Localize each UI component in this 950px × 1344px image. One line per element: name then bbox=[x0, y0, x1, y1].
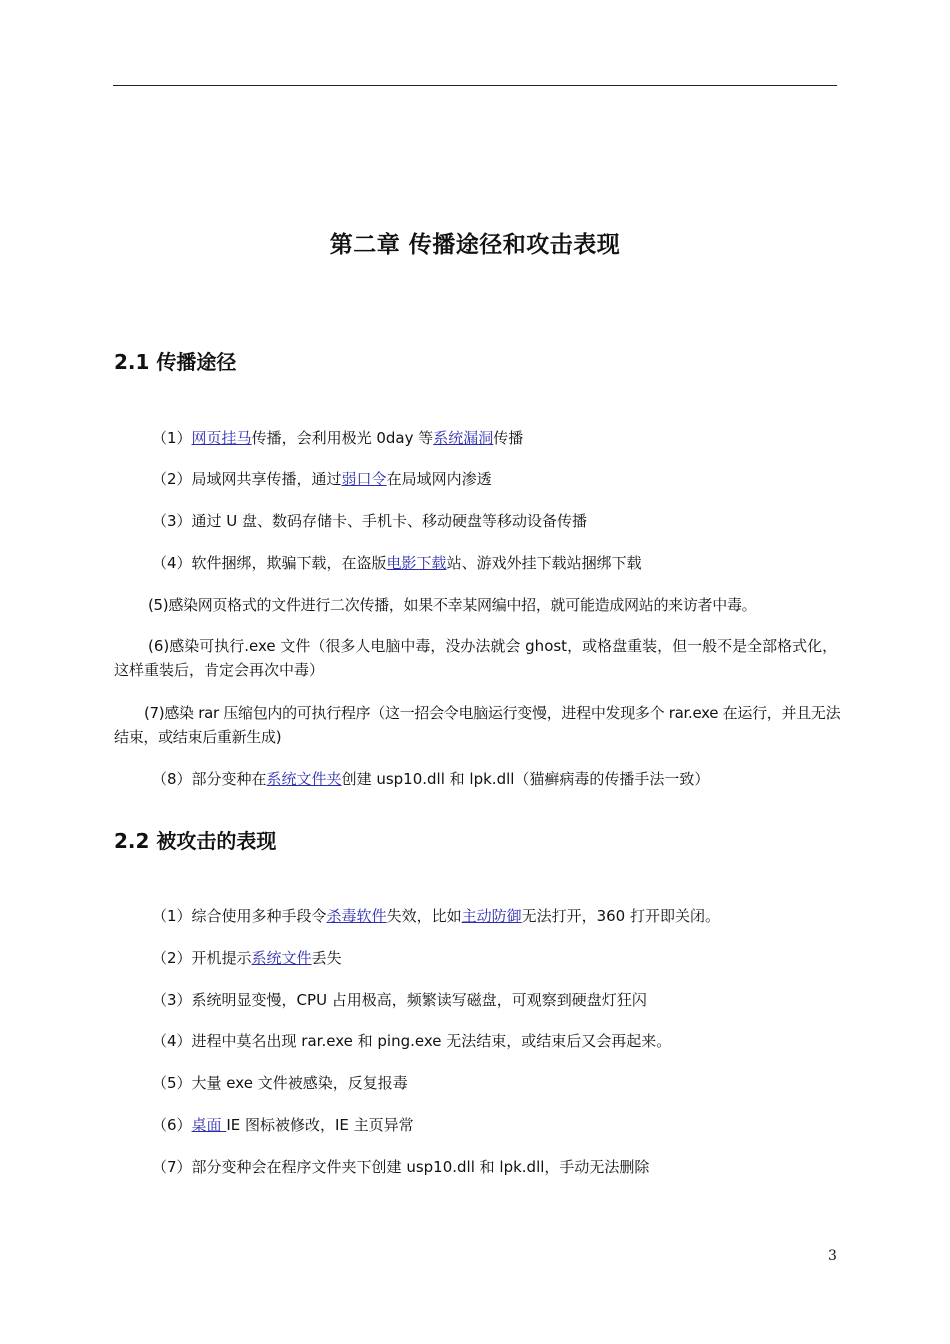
list-item bbox=[114, 426, 844, 450]
list-item bbox=[114, 767, 844, 791]
item-text: (7)感染 rar 压缩包内的可执行程序（这一招会令电脑运行变慢，进程中发现多个 rar.exe 在运行，并且无法结束，或结束后重新生成) bbox=[114, 704, 841, 746]
chapter-title: 第二章 传播途径和攻击表现 bbox=[329, 232, 621, 258]
hyperlink[interactable]: 电影下载 bbox=[386, 554, 447, 572]
list-item bbox=[114, 634, 844, 682]
item-text: IE 图标被修改，IE 主页异常 bbox=[226, 1116, 414, 1134]
list-item bbox=[114, 1113, 844, 1137]
list-item bbox=[114, 1029, 844, 1053]
item-text: 无法打开，360 打开即关闭。 bbox=[521, 907, 720, 925]
item-text: 传播 bbox=[493, 429, 524, 447]
item-text: （8）部分变种在 bbox=[152, 770, 267, 788]
item-text: （4）软件捆绑，欺骗下载，在盗版 bbox=[152, 554, 387, 572]
list-item bbox=[114, 1155, 844, 1179]
hyperlink[interactable]: 弱口令 bbox=[341, 470, 387, 488]
hyperlink[interactable]: 网页挂马 bbox=[191, 429, 252, 447]
item-text: （2）开机提示 bbox=[152, 949, 252, 967]
hyperlink[interactable]: 系统文件夹 bbox=[266, 770, 342, 788]
item-text: (5)感染网页格式的文件进行二次传播，如果不幸某网编中招，就可能造成网站的来访者中毒。 bbox=[148, 596, 757, 614]
hyperlink[interactable]: 系统漏洞 bbox=[433, 429, 494, 447]
item-text: （3）系统明显变慢，CPU 占用极高，频繁读写磁盘，可观察到硬盘灯狂闪 bbox=[152, 991, 647, 1009]
item-text: 创建 usp10.dll 和 lpk.dll（猫癣病毒的传播手法一致） bbox=[341, 770, 710, 788]
item-text: 丢失 bbox=[311, 949, 342, 967]
item-text: （3）通过 U 盘、数码存储卡、手机卡、移动硬盘等移动设备传播 bbox=[152, 512, 588, 530]
page-number: 3 bbox=[828, 1248, 837, 1264]
section-heading-2-2: 2.2 被攻击的表现 bbox=[114, 829, 277, 853]
hyperlink[interactable]: 主动防御 bbox=[461, 907, 522, 925]
item-text: （2）局域网共享传播，通过 bbox=[152, 470, 342, 488]
item-text: （4）进程中莫名出现 rar.exe 和 ping.exe 无法结束，或结束后又会再起来。 bbox=[152, 1032, 672, 1050]
list-item bbox=[114, 701, 844, 749]
list-item bbox=[114, 946, 844, 970]
item-text: （1）综合使用多种手段令 bbox=[152, 907, 327, 925]
list-item bbox=[114, 904, 844, 928]
list-item bbox=[114, 467, 844, 491]
item-text: 在局域网内渗透 bbox=[386, 470, 492, 488]
item-text: （1） bbox=[152, 429, 192, 447]
item-text: （7）部分变种会在程序文件夹下创建 usp10.dll 和 lpk.dll，手动无法删除 bbox=[152, 1158, 650, 1176]
list-item bbox=[114, 551, 844, 575]
header-rule bbox=[113, 85, 837, 86]
list-item bbox=[114, 1071, 844, 1095]
list-item bbox=[114, 988, 844, 1012]
list-item bbox=[114, 593, 844, 617]
item-text: （5）大量 exe 文件被感染，反复报毒 bbox=[152, 1074, 408, 1092]
hyperlink[interactable]: 系统文件 bbox=[251, 949, 312, 967]
item-text: (6)感染可执行.exe 文件（很多人电脑中毒，没办法就会 ghost，或格盘重装，但一般不是全部格式化，这样重装后，肯定会再次中毒） bbox=[114, 637, 838, 679]
hyperlink[interactable]: 杀毒软件 bbox=[326, 907, 387, 925]
section-heading-2-1: 2.1 传播途径 bbox=[114, 350, 237, 374]
hyperlink[interactable]: 桌面 bbox=[191, 1116, 227, 1134]
item-text: 失效，比如 bbox=[386, 907, 462, 925]
item-text: 传播，会利用极光 0day 等 bbox=[251, 429, 434, 447]
list-item bbox=[114, 509, 844, 533]
item-text: （6） bbox=[152, 1116, 192, 1134]
item-text: 站、游戏外挂下载站捆绑下载 bbox=[446, 554, 642, 572]
